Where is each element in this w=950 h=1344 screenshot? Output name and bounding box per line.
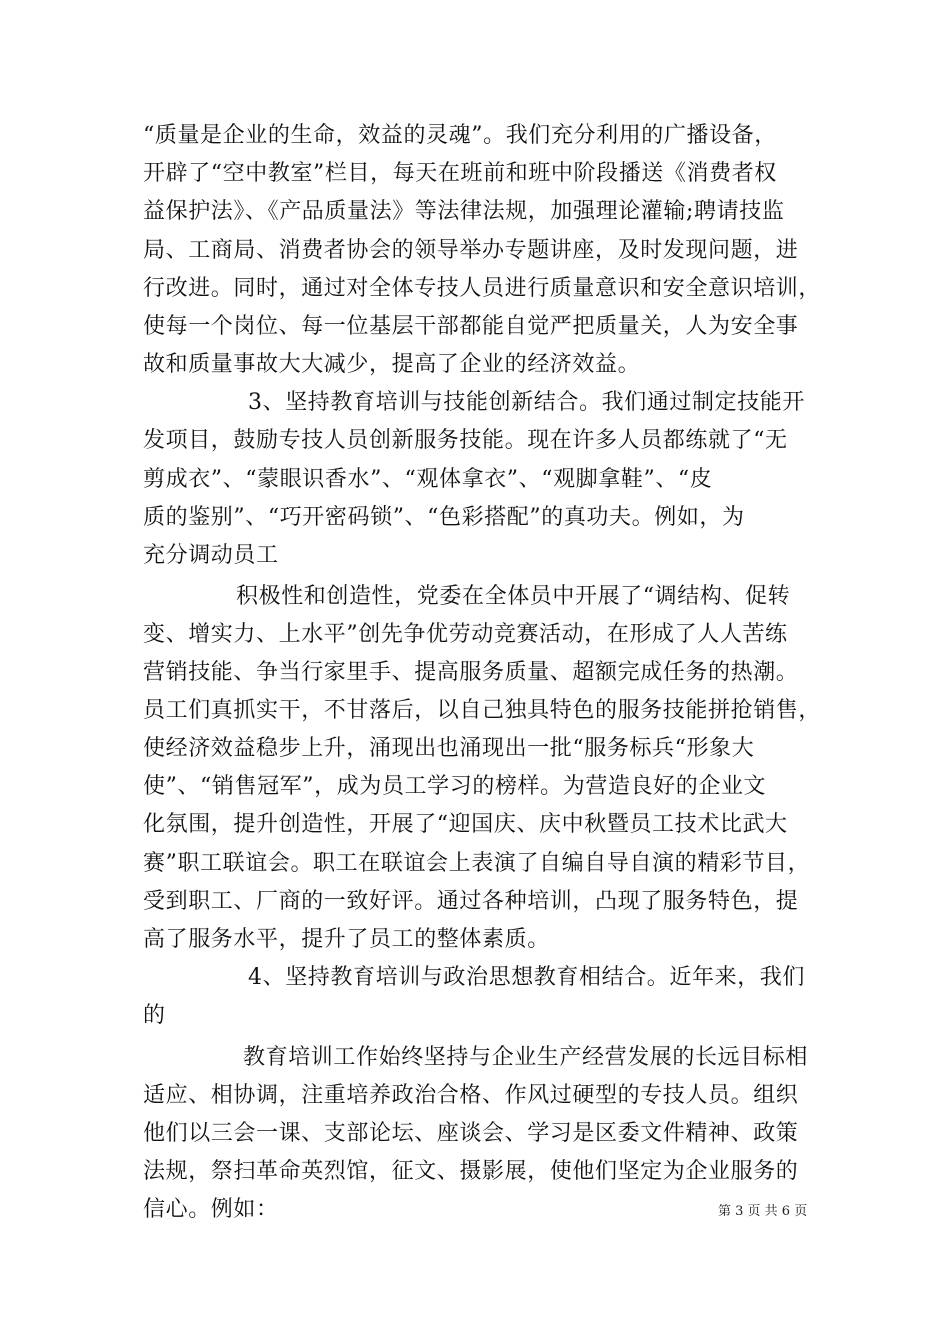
text-line: 赛”职工联谊会。职工在联谊会上表演了自编自导自演的精彩节目，	[143, 851, 811, 876]
section-heading-4: 4、坚持教育培训与政治思想教育相结合。近年来，我们	[248, 965, 805, 990]
section-heading-3: 3、坚持教育培训与技能创新结合。我们通过制定技能开	[248, 390, 805, 415]
text-line: 充分调动员工	[143, 543, 279, 568]
text-line: “质量是企业的生命，效益的灵魂”。我们充分利用的广播设备，	[143, 123, 777, 148]
text-line: 局、工商局、消费者协会的领导举办专题讲座，及时发现问题，进	[143, 238, 799, 263]
text-line: 行改进。同时，通过对全体专技人员进行质量意识和安全意识培训，	[143, 276, 822, 301]
text-line: 质的鉴别”、“巧开密码锁”、“色彩搭配”的真功夫。例如，为	[143, 505, 745, 530]
text-line: 故和质量事故大大减少，提高了企业的经济效益。	[143, 352, 641, 377]
text-line: 发项目，鼓励专技人员创新服务技能。现在许多人员都练就了“无	[143, 428, 788, 453]
text-line: 化氛围，提升创造性，开展了“迎国庆、庆中秋暨员工技术比武大	[143, 812, 788, 837]
text-line: 员工们真抓实干，不甘落后，以自己独具特色的服务技能拼抢销售，	[143, 698, 822, 723]
text-line: 受到职工、厂商的一致好评。通过各种培训，凸现了服务特色，提	[143, 889, 799, 914]
text-line: 剪成衣”、“蒙眼识香水”、“观体拿衣”、“观脚拿鞋”、“皮	[143, 467, 713, 492]
text-line: 的	[143, 1003, 166, 1028]
text-line: 使经济效益稳步上升，涌现出也涌现出一批“服务标兵“形象大	[143, 736, 755, 761]
text-line: 使”、“销售冠军”，成为员工学习的榜样。为营造良好的企业文	[143, 774, 767, 799]
text-line: 他们以三会一课、支部论坛、座谈会、学习是区委文件精神、政策	[143, 1121, 799, 1146]
text-line: 开辟了“空中教室”栏目，每天在班前和班中阶段播送《消费者权	[143, 161, 777, 186]
text-line: 高了服务水平，提升了员工的整体素质。	[143, 927, 550, 952]
text-line: 变、增实力、上水平”创先争优劳动竞赛活动，在形成了人人苦练	[143, 622, 788, 647]
text-line: 营销技能、争当行家里手、提高服务质量、超额完成任务的热潮。	[143, 660, 799, 685]
text-line: 教育培训工作始终坚持与企业生产经营发展的长远目标相	[243, 1045, 809, 1070]
text-line: 益保护法》、《产品质量法》等法律法规，加强理论灌输;聘请技监	[143, 199, 785, 224]
page-number: 第 3 页 共 6 页	[718, 1204, 808, 1219]
text-line: 法规，祭扫革命英烈馆，征文、摄影展，使他们坚定为企业服务的	[143, 1159, 799, 1184]
text-line: 使每一个岗位、每一位基层干部都能自觉严把质量关，人为安全事	[143, 314, 799, 339]
text-line: 适应、相协调，注重培养政治合格、作风过硬型的专技人员。组织	[143, 1083, 799, 1108]
text-line: 积极性和创造性，党委在全体员中开展了“调结构、促转	[236, 584, 791, 609]
text-line: 信心。例如：	[143, 1197, 279, 1222]
